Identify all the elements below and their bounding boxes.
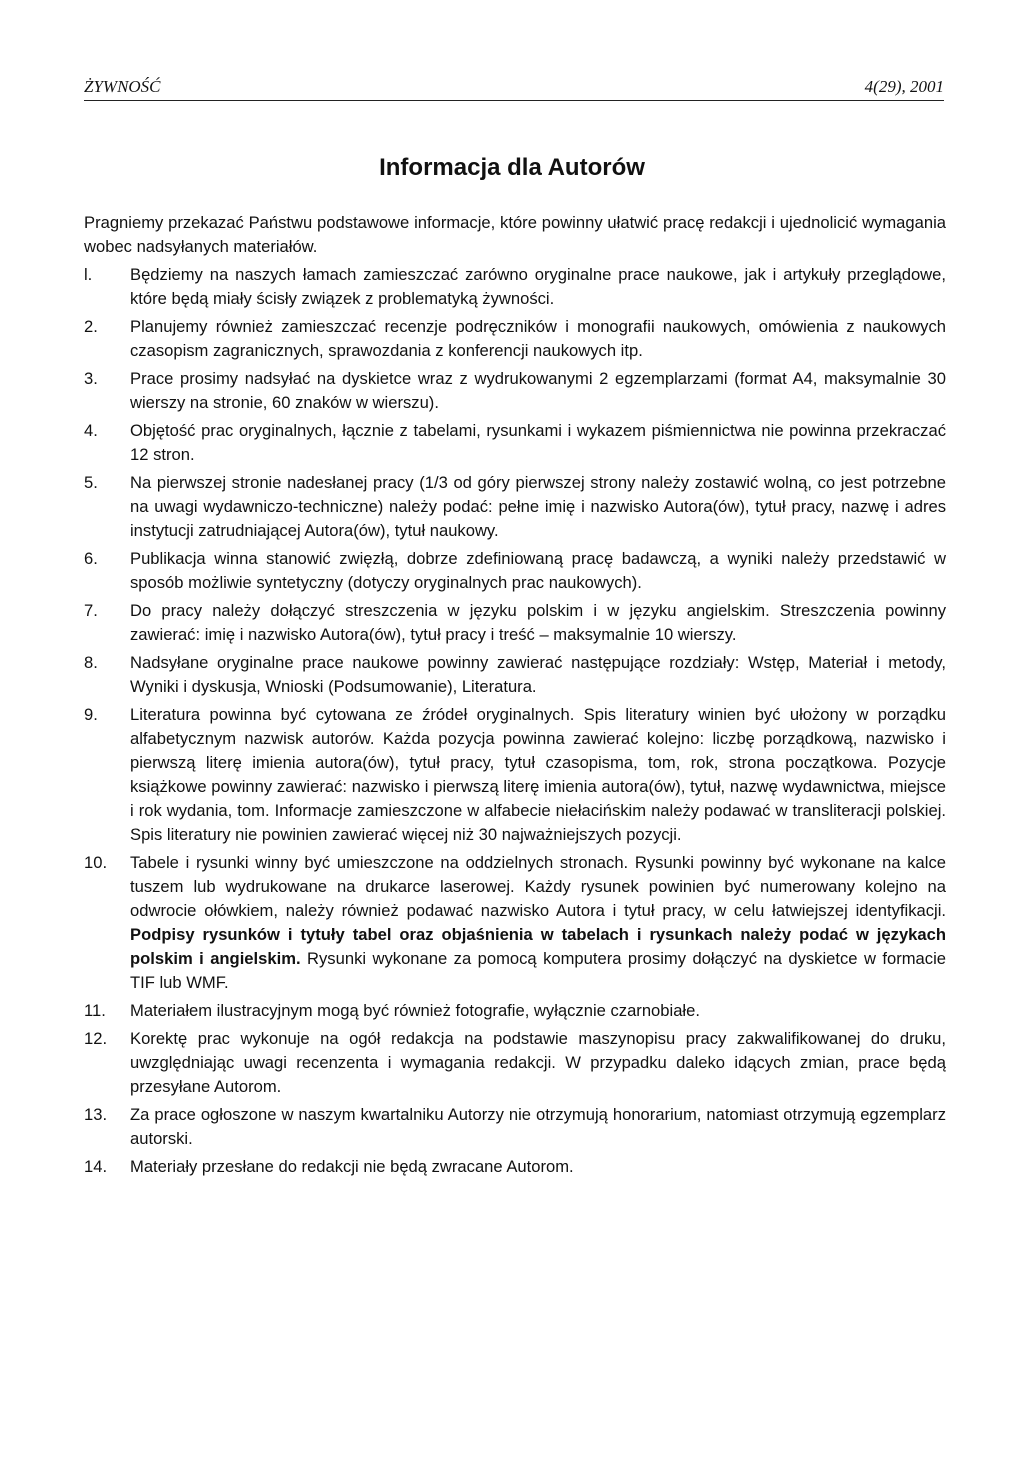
list-item [84, 999, 946, 1023]
item-text: Będziemy na naszych łamach zamieszczać zarówno oryginalne prace naukowe, jak i artykuły przeglądowe, które będą miały ścisły związek z problematyką żywności. [130, 265, 946, 308]
item-text: Planujemy również zamieszczać recenzje podręczników i monografii naukowych, omówienia z naukowych czasopism zagranicznych, sprawozdania z konferencji naukowych itp. [130, 317, 946, 360]
list-item [84, 851, 946, 995]
item-number: 12. [84, 1029, 108, 1048]
list-item [84, 471, 946, 543]
item-number: 13. [84, 1105, 108, 1124]
item-number: 14. [84, 1157, 108, 1176]
intro-paragraph: Pragniemy przekazać Państwu podstawowe informacje, które powinny ułatwić pracę redakcji i ujednolicić wymagania wobec nadsyłanych materiałów. [84, 213, 946, 256]
item-number: l. [84, 265, 93, 284]
journal-name: ŻYWNOŚĆ [84, 77, 161, 96]
item-text-after: Rysunki wykonane za pomocą komputera prosimy dołączyć na dyskietce w formacie TIF lub WMF. [130, 949, 946, 992]
item-text: Do pracy należy dołączyć streszczenia w języku polskim i w języku angielskim. Streszczenia powinny zawierać: imię i nazwisko Autora(ów), tytuł pracy i treść – maksymalnie 10 wierszy. [130, 601, 946, 644]
item-number: 2. [84, 317, 98, 336]
item-number: 6. [84, 549, 98, 568]
item-number: 7. [84, 601, 98, 620]
item-bold-text: Podpisy rysunków i tytuły tabel oraz objaśnienia w tabelach i rysunkach należy podać w językach polskim i angielskim. [130, 925, 946, 968]
issue-number: 4(29), 2001 [864, 77, 944, 96]
list-item [84, 703, 946, 847]
item-text: Prace prosimy nadsyłać na dyskietce wraz z wydrukowanymi 2 egzemplarzami (format A4, maksymalnie 30 wierszy na stronie, 60 znaków w wierszu). [130, 369, 946, 412]
list-item [84, 1027, 946, 1099]
item-number: 10. [84, 853, 108, 872]
item-text: Tabele i rysunki winny być umieszczone na oddzielnych stronach. Rysunki powinny być wykonane na kalce tuszem lub wydrukowane na drukarce laserowej. Każdy rysunek powinien być numerowany kolejno na odwrocie ołówkiem, należy również podawać nazwisko Autora i tytuł pracy, w celu łatwiejszej identyfikacji. [130, 853, 946, 920]
item-text: Objętość prac oryginalnych, łącznie z tabelami, rysunkami i wykazem piśmiennictwa nie powinna przekraczać 12 stron. [130, 421, 946, 464]
list-item [84, 599, 946, 647]
item-text: Za prace ogłoszone w naszym kwartalniku Autorzy nie otrzymują honorarium, natomiast otrzymują egzemplarz autorski. [130, 1105, 946, 1148]
item-text: Korektę prac wykonuje na ogół redakcja na podstawie maszynopisu pracy zakwalifikowanej do druku, uwzględniając uwagi recenzenta i wymagania redakcji. W przypadku daleko idących zmian, prace będą przesyłane Autorom. [130, 1029, 946, 1096]
list-item [84, 315, 946, 363]
list-item [84, 263, 946, 311]
item-number: 4. [84, 421, 98, 440]
running-header [84, 75, 944, 101]
item-number: 8. [84, 653, 98, 672]
list-item [84, 419, 946, 467]
list-item [84, 547, 946, 595]
page-title: Informacja dla Autorów [379, 154, 645, 181]
item-number: 11. [84, 1001, 106, 1020]
item-number: 3. [84, 369, 98, 388]
item-text: Na pierwszej stronie nadesłanej pracy (1/3 od góry pierwszej strony należy zostawić wolną, co jest potrzebne na uwagi wydawniczo-techniczne) należy podać: pełne imię i nazwisko Autora(ów), tytuł pracy, nazwę i adres instytucji zatrudniającej Autora(ów), tytuł naukowy. [130, 473, 946, 540]
item-number: 9. [84, 705, 98, 724]
item-text: Publikacja winna stanowić zwięzłą, dobrze zdefiniowaną pracę badawczą, a wyniki należy przedstawić w sposób możliwie syntetyczny (dotyczy oryginalnych prac naukowych). [130, 549, 946, 592]
item-text: Materiały przesłane do redakcji nie będą zwracane Autorom. [130, 1157, 574, 1176]
guidelines-list [84, 263, 946, 1179]
item-text: Nadsyłane oryginalne prace naukowe powinny zawierać następujące rozdziały: Wstęp, Materiał i metody, Wyniki i dyskusja, Wnioski (Podsumowanie), Literatura. [130, 653, 946, 696]
list-item [84, 651, 946, 699]
item-number: 5. [84, 473, 98, 492]
list-item [84, 1155, 946, 1179]
list-item [84, 367, 946, 415]
list-item [84, 1103, 946, 1151]
item-text: Materiałem ilustracyjnym mogą być również fotografie, wyłącznie czarnobiałe. [130, 1001, 700, 1020]
document-body [84, 211, 946, 1183]
item-text: Literatura powinna być cytowana ze źródeł oryginalnych. Spis literatury winien być ułożony w porządku alfabetycznym nazwisk autorów. Każda pozycja powinna zawierać kolejno: liczbę porządkową, nazwisko i pierwszą literę imienia autora(ów), tytuł pracy, tytuł czasopisma, tom, rok, strona początkowa. Pozycje książkowe powinny zawierać: nazwisko i pierwszą literę imienia autora(ów), tytuł, nazwę wydawnictwa, miejsce i rok wydania, tom. Informacje zamieszczone w alfabecie niełacińskim należy podawać w transliteracji polskiej. Spis literatury nie powinien zawierać więcej niż 30 najważniejszych pozycji. [130, 705, 946, 844]
